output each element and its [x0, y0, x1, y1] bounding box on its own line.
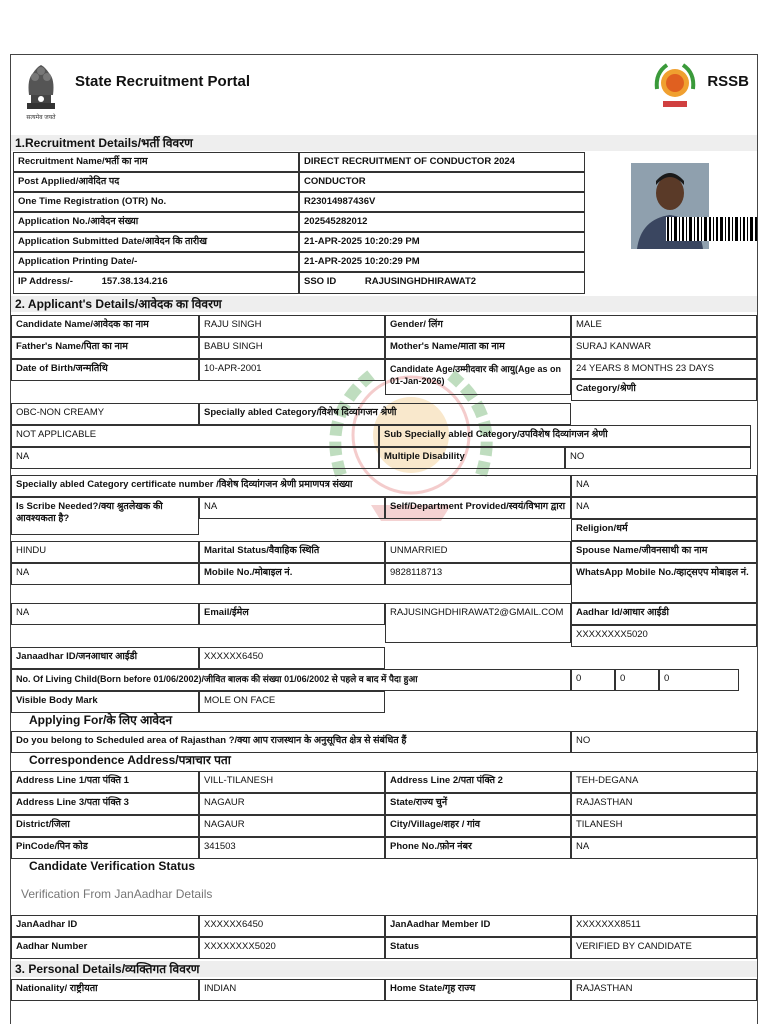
janaadhar-verif-label: JanAadhar ID [11, 915, 199, 937]
post-applied-value: CONDUCTOR [299, 172, 585, 192]
verification-subtitle: Verification From JanAadhar Details [21, 887, 213, 901]
specially-abled-category-label: Specially abled Category/विशेष दिव्यांगजन श्रेणी [199, 403, 571, 425]
living-child-count-2: 0 [615, 669, 659, 691]
email-value: RAJUSINGHDHIRAWAT2@GMAIL.COM [385, 603, 571, 643]
phone-value: NA [571, 837, 757, 859]
marital-status-value: UNMARRIED [385, 541, 571, 563]
application-form [10, 54, 758, 1024]
emblem-caption: सत्यमेव जयते [26, 115, 56, 121]
barcode-icon [666, 217, 758, 241]
nationality-label: Nationality/ राष्ट्रीयता [11, 979, 199, 1001]
father-name-label: Father's Name/पिता का नाम [11, 337, 199, 359]
ip-address-value: 157.38.134.216 [101, 276, 168, 287]
mobile-value: 9828118713 [385, 563, 571, 585]
dob-value: 10-APR-2001 [199, 359, 385, 381]
self-department-label: Self/Department Provided/स्वयं/विभाग द्वारा [385, 497, 571, 519]
ip-address-label: IP Address/- [18, 276, 73, 287]
sso-row [299, 272, 585, 294]
city-value: TILANESH [571, 815, 757, 837]
scribe-needed-value: NA [199, 497, 385, 519]
rssb-logo-icon [651, 59, 699, 113]
verification-status-value: VERIFIED BY CANDIDATE [571, 937, 757, 959]
multiple-disability-label: Multiple Disability [379, 447, 565, 469]
living-child-label: No. Of Living Child(Born before 01/06/2002)/जीवित बालक की संख्या 01/06/2002 से पहले व बाद में पैदा हुआ [11, 669, 571, 691]
spouse-name-label: Spouse Name/जीवनसाथी का नाम [571, 541, 757, 563]
section-applicant-details: 2. Applicant's Details/आवेदक का विवरण [11, 296, 757, 312]
body-mark-value: MOLE ON FACE [199, 691, 385, 713]
candidate-name-label: Candidate Name/आवेदक का नाम [11, 315, 199, 337]
whatsapp-value: NA [11, 603, 199, 625]
recruitment-name-value: DIRECT RECRUITMENT OF CONDUCTOR 2024 [299, 152, 585, 172]
recruitment-name-label: Recruitment Name/भर्ती का नाम [13, 152, 299, 172]
janaadhar-member-label: JanAadhar Member ID [385, 915, 571, 937]
district-label: District/जिला [11, 815, 199, 837]
aadhar-number-label: Aadhar Number [11, 937, 199, 959]
address-line1-value: VILL-TILANESH [199, 771, 385, 793]
marital-status-label: Marital Status/वैवाहिक स्थिति [199, 541, 385, 563]
section-personal-details: 3. Personal Details/व्यक्तिगत विवरण [11, 961, 757, 977]
scheduled-area-label: Do you belong to Scheduled area of Rajasthan ?/क्या आप राजस्थान के अनुसूचित क्षेत्र से संबंधित हैं [11, 731, 571, 753]
sa-certificate-value: NA [571, 475, 757, 497]
religion-value: HINDU [11, 541, 199, 563]
application-no-label: Application No./आवेदन संख्या [13, 212, 299, 232]
category-value: OBC-NON CREAMY [11, 403, 199, 425]
janaadhar-id-value: XXXXXX6450 [199, 647, 385, 669]
phone-label: Phone No./फ़ोन नंबर [385, 837, 571, 859]
ashoka-emblem-icon [17, 59, 65, 121]
gender-label: Gender/ लिंग [385, 315, 571, 337]
candidate-name-value: RAJU SINGH [199, 315, 385, 337]
aadhar-id-label: Aadhar Id/आधार आईडी [571, 603, 757, 625]
pincode-value: 341503 [199, 837, 385, 859]
dob-label: Date of Birth/जन्मतिथि [11, 359, 199, 381]
section-candidate-verification: Candidate Verification Status [29, 859, 196, 873]
sso-value: RAJUSINGHDHIRAWAT2 [364, 276, 477, 287]
portal-title: State Recruitment Portal [75, 73, 251, 90]
sub-specially-abled-label: Sub Specially abled Category/उपविशेष दिव्यांगजन श्रेणी [379, 425, 751, 447]
age-value: 24 YEARS 8 MONTHS 23 DAYS [571, 359, 757, 379]
nationality-value: INDIAN [199, 979, 385, 1001]
living-child-count-3: 0 [659, 669, 739, 691]
otr-value: R23014987436V [299, 192, 585, 212]
mobile-label: Mobile No./मोबाइल नं. [199, 563, 385, 585]
otr-label: One Time Registration (OTR) No. [13, 192, 299, 212]
address-line1-label: Address Line 1/पता पंक्ति 1 [11, 771, 199, 793]
gender-value: MALE [571, 315, 757, 337]
address-line2-value: TEH-DEGANA [571, 771, 757, 793]
janaadhar-member-value: XXXXXXX8511 [571, 915, 757, 937]
sub-specially-abled-value: NA [11, 447, 379, 469]
specially-abled-category-value: NOT APPLICABLE [11, 425, 379, 447]
religion-label: Religion/धर्म [571, 519, 757, 541]
category-label: Category/श्रेणी [571, 379, 757, 401]
application-no-value: 202545282012 [299, 212, 585, 232]
aadhar-number-value: XXXXXXXX5020 [199, 937, 385, 959]
post-applied-label: Post Applied/आवेदित पद [13, 172, 299, 192]
age-label: Candidate Age/उम्मीदवार की आयु(Age as on 01-Jan-2026) [385, 359, 571, 395]
section-applying-for: Applying For/के लिए आवेदन [29, 713, 173, 727]
brand-label: RSSB [707, 73, 749, 90]
email-label: Email/ईमेल [199, 603, 385, 625]
state-value: RAJASTHAN [571, 793, 757, 815]
body-mark-label: Visible Body Mark [11, 691, 199, 713]
father-name-value: BABU SINGH [199, 337, 385, 359]
mother-name-value: SURAJ KANWAR [571, 337, 757, 359]
scribe-needed-label: Is Scribe Needed?/क्या श्रुतलेखक की आवश्यकता है? [11, 497, 199, 535]
address-line3-label: Address Line 3/पता पंक्ति 3 [11, 793, 199, 815]
state-label: State/राज्य चुनें [385, 793, 571, 815]
sa-certificate-label: Specially abled Category certificate number /विशेष दिव्यांगजन श्रेणी प्रमाणपत्र संख्या [11, 475, 571, 497]
home-state-label: Home State/गृह राज्य [385, 979, 571, 1001]
multiple-disability-value: NO [565, 447, 751, 469]
address-line2-label: Address Line 2/पता पंक्ति 2 [385, 771, 571, 793]
self-department-value: NA [571, 497, 757, 519]
submitted-date-value: 21-APR-2025 10:20:29 PM [299, 232, 585, 252]
section-correspondence-address: Correspondence Address/पत्राचार पता [29, 753, 231, 767]
spouse-name-value: NA [11, 563, 199, 585]
pincode-label: PinCode/पिन कोड [11, 837, 199, 859]
janaadhar-verif-value: XXXXXX6450 [199, 915, 385, 937]
printing-date-value: 21-APR-2025 10:20:29 PM [299, 252, 585, 272]
whatsapp-label: WhatsApp Mobile No./व्हाट्सएप मोबाइल नं. [571, 563, 757, 603]
mother-name-label: Mother's Name/माता का नाम [385, 337, 571, 359]
living-child-count-1: 0 [571, 669, 615, 691]
home-state-value: RAJASTHAN [571, 979, 757, 1001]
sso-label: SSO ID [304, 276, 337, 287]
district-value: NAGAUR [199, 815, 385, 837]
section-recruitment-details: 1.Recruitment Details/भर्ती विवरण [11, 135, 757, 151]
printing-date-label: Application Printing Date/- [13, 252, 299, 272]
scheduled-area-value: NO [571, 731, 757, 753]
janaadhar-id-label: Janaadhar ID/जनआधार आईडी [11, 647, 199, 669]
aadhar-id-value: XXXXXXXX5020 [571, 625, 757, 647]
verification-status-label: Status [385, 937, 571, 959]
address-line3-value: NAGAUR [199, 793, 385, 815]
city-label: City/Village/शहर / गांव [385, 815, 571, 837]
submitted-date-label: Application Submitted Date/आवेदन कि तारीख [13, 232, 299, 252]
ip-address-row [13, 272, 299, 294]
